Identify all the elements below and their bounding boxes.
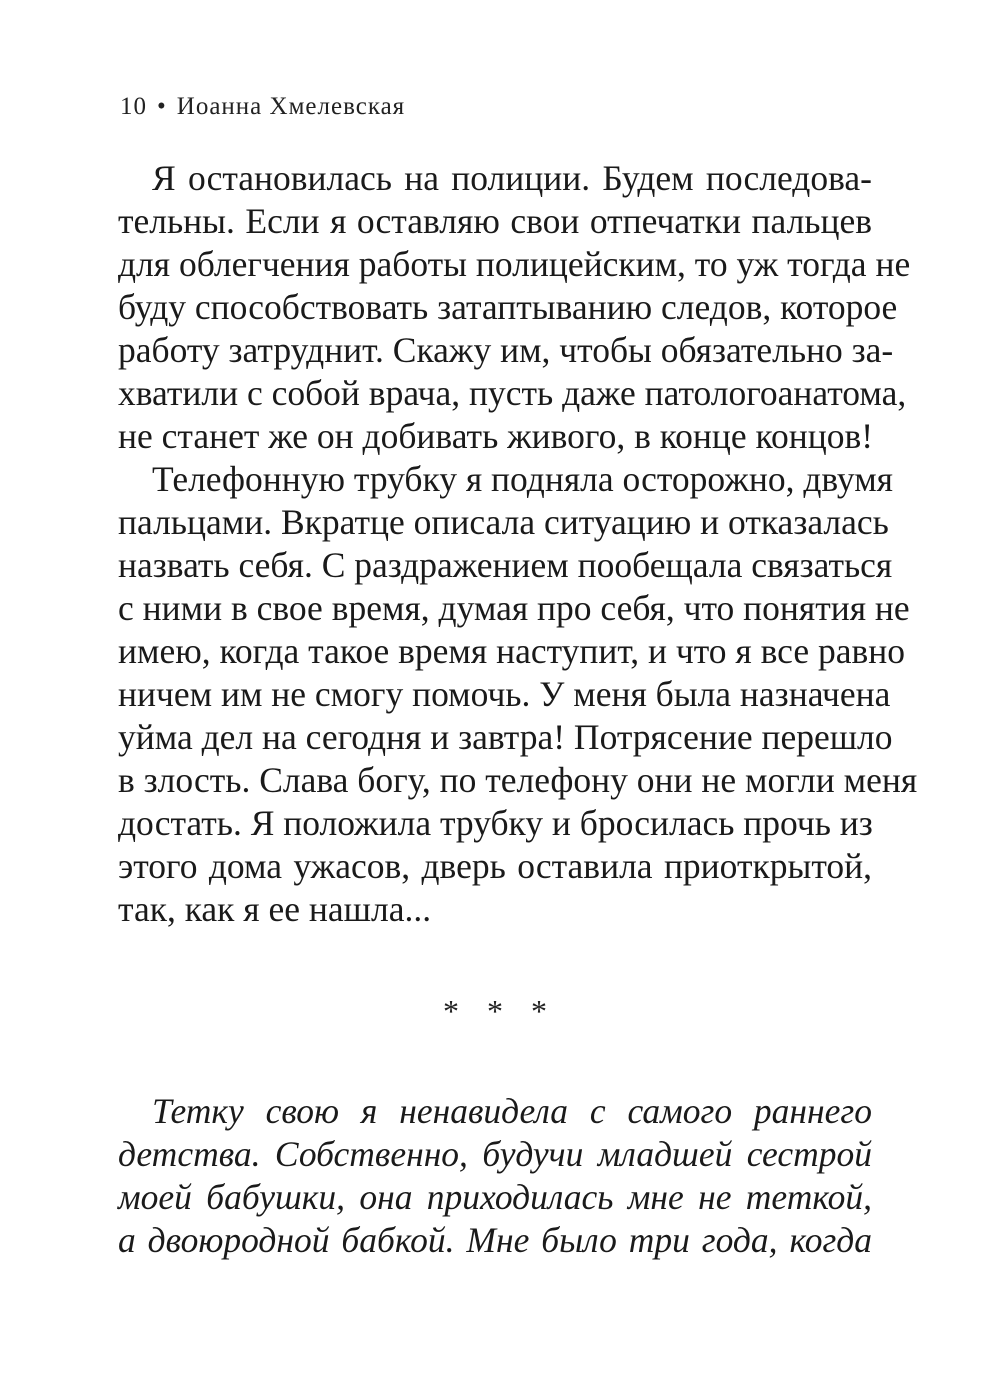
text-line: Тетку свою я ненавидела с самого раннего [152,1091,872,1131]
text-line: назвать себя. С раздражением пообещала связаться [118,545,893,585]
text-line: тельны. Если я оставляю свои отпечатки пальцев [118,201,872,241]
text-line: Телефонную трубку я подняла осторожно, двумя [152,459,894,499]
text-line: достать. Я положила трубку и бросилась прочь из [118,803,873,843]
text-line: имею, когда такое время наступит, и что я все равно [118,631,905,671]
text-line: для облегчения работы полицейским, то уж тогда не [118,244,911,284]
text-line: детства. Собственно, будучи младшей сестрой [118,1134,872,1174]
running-head [120,93,405,121]
text-line: работу затруднит. Скажу им, чтобы обязательно за- [118,330,894,370]
text-line: хватили с собой врача, пусть даже патологоанатома, [118,373,907,413]
text-line: этого дома ужасов, дверь оставила приоткрытой, [118,846,872,886]
text-line: не станет же он добивать живого, в конце концов! [118,416,874,456]
text-line: так, как я ее нашла... [118,889,432,929]
text-line: моей бабушки, она приходилась мне не теткой, [118,1177,872,1217]
header-separator: • [157,93,167,120]
text-line: пальцами. Вкратце описала ситуацию и отказалась [118,502,889,542]
section-divider: * * * [443,993,557,1029]
page-number: 10 [120,93,147,120]
text-line: уйма дел на сегодня и завтра! Потрясение перешло [118,717,893,757]
text-line: ничем им не смогу помочь. У меня была назначена [118,674,891,714]
author-name: Иоанна Хмелевская [176,93,406,120]
text-line: с ними в свое время, думая про себя, что понятия не [118,588,910,628]
text-line: а двоюродной бабкой. Мне было три года, когда [118,1220,872,1260]
text-line: Я остановилась на полиции. Будем последова- [152,158,872,198]
text-line: буду способствовать затаптыванию следов, которое [118,287,898,327]
text-line: в злость. Слава богу, по телефону они не могли меня [118,760,918,800]
